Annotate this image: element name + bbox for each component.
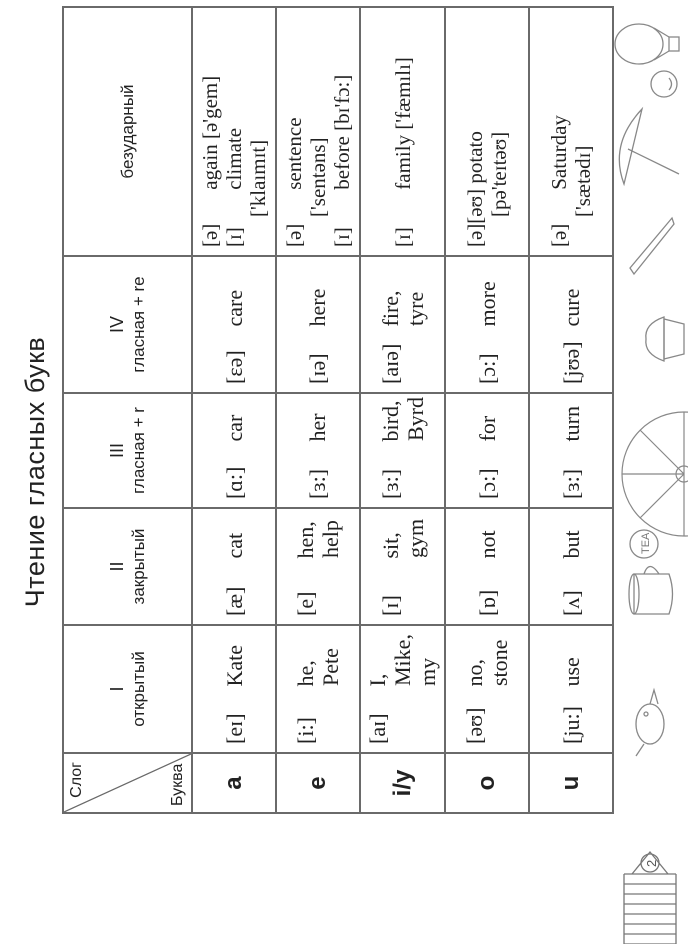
cell-line <box>365 634 390 744</box>
cell-line <box>462 634 487 744</box>
header-label: закрытый <box>128 528 148 605</box>
cell-line <box>559 265 584 384</box>
example-word: bird, <box>377 400 403 442</box>
transcription: [ɒ] <box>474 589 500 616</box>
example-word: Kate <box>221 644 247 687</box>
example-word: sit, <box>377 532 403 559</box>
cell-line <box>390 634 415 744</box>
cell-vowel-re <box>192 256 276 393</box>
cell-open <box>445 625 529 753</box>
decorative-doodles <box>614 0 688 944</box>
transcription: [ə] <box>281 223 306 247</box>
letter-cell: i/y <box>360 753 446 813</box>
example-word: help <box>317 520 343 558</box>
header-unstressed <box>63 7 192 256</box>
corner-syllable-label: Слог <box>68 762 85 798</box>
letter-cell: a <box>192 753 276 813</box>
cell-unstressed <box>445 7 529 256</box>
header-closed <box>63 508 192 625</box>
cell-line <box>559 634 584 744</box>
example-word: gym <box>402 518 428 558</box>
letter-cell: u <box>529 753 613 813</box>
transcription: [ɪ] <box>377 595 403 616</box>
cell-line <box>318 634 343 744</box>
cell-vowel-re <box>276 256 360 393</box>
cell-line <box>306 16 330 247</box>
cell-line <box>293 634 318 744</box>
cell-open <box>192 625 276 753</box>
transcription: [ɜ:] <box>305 468 331 499</box>
ferris-wheel-icon <box>622 412 688 536</box>
cell-line <box>403 265 428 384</box>
header-label: гласная + re <box>128 276 148 373</box>
letter-cell: e <box>276 753 360 813</box>
bird-icon <box>636 690 664 756</box>
transcription: [ʌ] <box>558 590 584 616</box>
transcription: [i:] <box>292 717 318 744</box>
cell-unstressed <box>360 7 446 256</box>
table-row <box>445 7 529 813</box>
transcription: [ɜ:] <box>377 468 403 499</box>
cell-vowel-re <box>529 256 613 393</box>
example-word: not <box>474 530 500 559</box>
cell-open <box>529 625 613 753</box>
example-word: for <box>474 415 500 442</box>
cell-line <box>475 517 500 616</box>
example-word: ['sentəns] <box>305 137 330 217</box>
example-word: use <box>558 657 584 687</box>
cell-line <box>378 265 403 384</box>
corner-letter-label: Буква <box>169 763 187 806</box>
cell-vowel-r <box>445 393 529 508</box>
cell-line <box>402 397 428 499</box>
cell-vowel-r <box>360 393 446 508</box>
transcription: [ɛə] <box>221 350 247 384</box>
cell-line <box>475 265 500 384</box>
transcription: [ɪ] <box>222 227 247 247</box>
hot-air-balloon-icon <box>615 24 679 64</box>
cell-closed <box>192 508 276 625</box>
transcription: [ɜ:] <box>558 468 584 499</box>
example-word: cure <box>558 288 584 327</box>
transcription: [aɪ] <box>365 713 391 744</box>
example-word: Saturday <box>547 115 572 190</box>
example-word: my <box>415 657 441 686</box>
pen-icon <box>630 218 674 274</box>
cell-line <box>222 16 246 247</box>
header-label: открытый <box>128 651 148 727</box>
cell-line <box>305 402 330 499</box>
example-word: he, <box>292 660 318 687</box>
transcription: [jʊə] <box>558 341 584 384</box>
cell-line <box>198 16 222 247</box>
transcription: [ə] <box>547 223 572 247</box>
page-title: Чтение гласных букв <box>20 336 50 608</box>
header-label: безударный <box>117 84 137 179</box>
cell-line <box>547 16 571 247</box>
cell-vowel-r <box>529 393 613 508</box>
example-word: tyre <box>402 291 428 326</box>
example-word: care <box>221 289 247 327</box>
header-num: IV <box>106 316 127 334</box>
table-row <box>276 7 360 813</box>
example-word: before [bɪ'fɔ:] <box>329 74 354 190</box>
example-word: [pə'teɪtəʊ] <box>487 131 512 217</box>
cell-line <box>415 634 440 744</box>
transcription: [e] <box>292 591 318 616</box>
cell-line <box>222 265 247 384</box>
cell-line <box>330 16 354 247</box>
transcription: [ɔ:] <box>474 468 500 499</box>
cell-unstressed <box>192 7 276 256</box>
example-word: more <box>474 281 500 327</box>
example-word: ['sætədɪ] <box>571 145 596 217</box>
transcription: [ɑ:] <box>221 466 247 499</box>
example-word: ['klaımɪt] <box>246 139 271 217</box>
example-word: car <box>221 414 247 442</box>
vowel-reading-table <box>62 6 614 814</box>
example-word: I, <box>365 673 391 687</box>
cell-unstressed <box>276 7 360 256</box>
letter-cell: o <box>445 753 529 813</box>
header-vowel-r <box>63 393 192 508</box>
example-word: potato <box>463 131 488 184</box>
cell-line <box>487 634 512 744</box>
corner-cell <box>63 753 192 813</box>
header-label: гласная + r <box>128 407 148 494</box>
table-body <box>192 7 613 813</box>
cell-open <box>360 625 446 753</box>
cell-line <box>293 517 318 616</box>
example-word: Pete <box>317 648 343 686</box>
transcription: [ɪ] <box>329 227 354 247</box>
tea-label: TEA <box>640 532 652 554</box>
example-word: fire, <box>377 290 403 327</box>
cell-line <box>246 16 270 247</box>
transcription: [eɪ] <box>221 713 247 744</box>
example-word: stone <box>487 639 513 686</box>
transcription: [ɪə] <box>305 353 331 384</box>
example-word: no, <box>462 659 488 687</box>
example-word: Byrd <box>402 397 428 441</box>
cell-vowel-re <box>445 256 529 393</box>
transcription: [ɔ:] <box>474 353 500 384</box>
cell-line <box>391 16 415 247</box>
cell-line <box>222 634 247 744</box>
cell-line <box>571 16 595 247</box>
cell-line <box>222 402 247 499</box>
example-word: cat <box>221 532 247 559</box>
cell-line <box>487 16 511 247</box>
smiley-icon <box>651 71 677 97</box>
transcription: [æ] <box>221 586 247 616</box>
header-num: II <box>106 561 127 572</box>
transcription: [ju:] <box>558 706 584 744</box>
cell-vowel-r <box>192 393 276 508</box>
cell-open <box>276 625 360 753</box>
cell-closed <box>360 508 446 625</box>
example-word: again [ə'gem] <box>198 75 223 190</box>
transcription: [aɪə] <box>377 343 403 384</box>
cell-line <box>475 402 500 499</box>
table-row <box>529 7 613 813</box>
table-header-row <box>63 7 192 813</box>
header-num: I <box>106 686 127 692</box>
example-word: family ['fæmılı] <box>390 57 415 190</box>
header-open <box>63 625 192 753</box>
example-word: but <box>558 530 584 559</box>
transcription: [ə] <box>198 223 223 247</box>
transcription: [ə][əʊ] <box>463 188 488 247</box>
cell-line <box>559 402 584 499</box>
cell-closed <box>276 508 360 625</box>
cell-line <box>282 16 306 247</box>
example-word: Mike, <box>390 634 416 686</box>
table-row <box>360 7 446 813</box>
cell-line <box>378 517 403 616</box>
cell-line <box>378 402 403 499</box>
transcription: [əʊ] <box>462 707 488 744</box>
cell-line <box>559 517 584 616</box>
cell-closed <box>529 508 613 625</box>
example-word: turn <box>558 406 584 442</box>
cell-vowel-r <box>276 393 360 508</box>
example-word: here <box>305 288 331 327</box>
example-word: hen, <box>292 521 318 559</box>
transcription: [ɪ] <box>390 227 415 247</box>
cupcake-icon <box>646 317 684 361</box>
cell-vowel-re <box>360 256 446 393</box>
cell-line <box>318 517 343 616</box>
table-row <box>192 7 276 813</box>
cell-line <box>463 16 487 247</box>
example-word: sentence <box>281 117 306 190</box>
header-vowel-re <box>63 256 192 393</box>
page-number: 2 <box>644 859 659 867</box>
cell-closed <box>445 508 529 625</box>
cell-unstressed <box>529 7 613 256</box>
cell-line <box>305 265 330 384</box>
example-word: climate <box>222 127 247 190</box>
example-word: her <box>305 413 331 442</box>
header-num: III <box>106 443 127 459</box>
cell-line <box>222 517 247 616</box>
umbrella-icon <box>619 109 679 184</box>
cell-line <box>403 517 428 616</box>
